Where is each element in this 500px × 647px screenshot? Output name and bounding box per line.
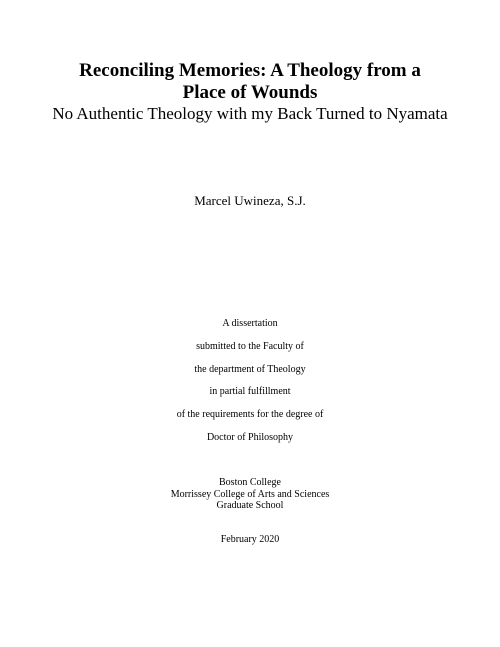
dissertation-line-4: in partial fulfillment	[209, 386, 291, 397]
title-line-1: Reconciling Memories: A Theology from a	[79, 60, 421, 81]
submission-date: February 2020	[220, 534, 280, 545]
institution-line-3: Graduate School	[216, 500, 284, 511]
institution-line-2: Morrissey College of Arts and Sciences	[170, 489, 330, 500]
dissertation-line-5: of the requirements for the degree of	[176, 409, 324, 420]
title-line-2: Place of Wounds	[182, 82, 318, 103]
subtitle: No Authentic Theology with my Back Turned to Nyamata	[52, 104, 448, 123]
dissertation-line-2: submitted to the Faculty of	[196, 341, 304, 352]
institution-line-1: Boston College	[219, 477, 281, 488]
dissertation-line-3: the department of Theology	[194, 364, 306, 375]
author-name: Marcel Uwineza, S.J.	[194, 193, 306, 208]
dissertation-line-6: Doctor of Philosophy	[206, 432, 294, 443]
dissertation-line-1: A dissertation	[222, 318, 278, 329]
